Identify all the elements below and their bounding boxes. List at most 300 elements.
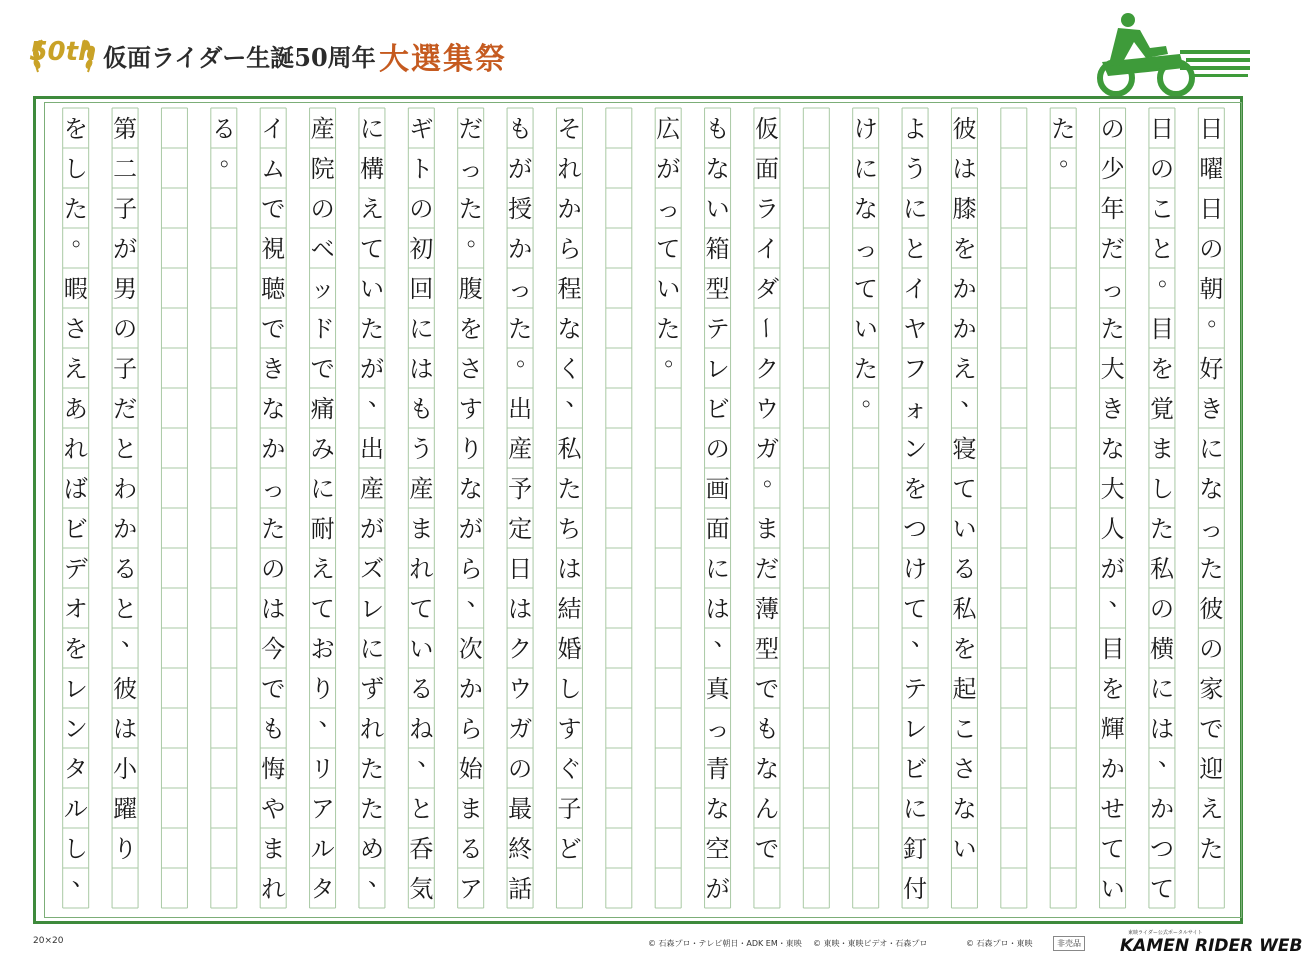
manuscript-char: 、 [318,703,343,731]
manuscript-char: ギ [409,115,434,143]
manuscript-char: を [1149,355,1174,383]
manuscript-char: で [261,315,286,343]
manuscript-char: で [754,675,779,703]
manuscript-char: 、 [1157,743,1182,771]
manuscript-char: た [1100,315,1125,343]
manuscript-char: タ [310,875,335,903]
manuscript-char: て [853,275,878,303]
manuscript-char: っ [458,155,483,183]
copyright-1: © 石森プロ・テレビ朝日・ADK EM・東映 [648,939,802,948]
manuscript-char: デ [63,555,88,583]
manuscript-char: ビ [705,395,730,423]
manuscript-char: 大 [1100,475,1125,503]
manuscript-char: い [705,195,730,223]
manuscript-char: ォ [903,395,928,423]
manuscript-char: 、 [713,623,738,651]
manuscript-char: て [656,235,681,263]
manuscript-char: の [1149,155,1174,183]
manuscript-char: を [903,475,928,503]
manuscript-char: レ [903,715,928,743]
manuscript-char: 初 [409,235,434,263]
manuscript-char: ム [261,155,286,183]
manuscript-char: き [1199,395,1224,423]
manuscript-char: い [952,515,977,543]
manuscript-char: テ [903,675,928,703]
manuscript-char: 。 [861,383,886,411]
manuscript-char: 釘 [903,835,928,863]
manuscript-char: 年 [1100,195,1125,223]
manuscript-char: 話 [508,875,533,903]
manuscript-char: と [113,595,138,623]
manuscript-char: 。 [1059,143,1084,171]
manuscript-char: る [409,675,434,703]
manuscript-char: 気 [409,875,434,903]
manuscript-char: り [310,675,335,703]
manuscript-char: ま [409,515,434,543]
manuscript-char: つ [903,515,928,543]
manuscript-char: 躍 [113,795,138,823]
manuscript-char: 子 [557,795,582,823]
manuscript-char: を [1100,675,1125,703]
manuscript-char: れ [359,715,384,743]
manuscript-char: ヤ [903,315,928,343]
manuscript-char: れ [557,155,582,183]
manuscript-char: が [656,155,681,183]
manuscript-char: い [656,275,681,303]
manuscript-char: み [310,435,335,463]
manuscript-char: 箱 [705,235,730,263]
manuscript-char: 青 [705,755,730,783]
manuscript-char: か [952,315,977,343]
manuscript-char: の [310,195,335,223]
site-logo-text: KAMEN RIDER [1120,936,1254,956]
manuscript-char: 、 [1108,583,1133,611]
copyright-2: © 東映・東映ビデオ・石森プロ [813,939,928,948]
manuscript-char: れ [63,435,88,463]
page-title: 仮面ライダー生誕50周年 [103,43,376,72]
manuscript-char: な [754,755,779,783]
manuscript-char: も [508,115,533,143]
manuscript-char: に [1199,435,1224,463]
manuscript-char: 、 [121,623,146,651]
manuscript-char: た [508,315,533,343]
manuscript-char: ぐ [557,755,582,783]
manuscript-char: あ [63,395,88,423]
manuscript-char: て [409,595,434,623]
manuscript-char: し [63,835,88,863]
manuscript-char: た [359,795,384,823]
manuscript-char: 日 [1149,115,1174,143]
manuscript-char: 。 [664,343,689,371]
manuscript-char: に [310,475,335,503]
manuscript-char: 型 [705,275,730,303]
manuscript-char: い [952,835,977,863]
manuscript-char: っ [508,275,533,303]
page-subtitle: 大選集祭 [379,42,507,77]
manuscript-char: し [1149,475,1174,503]
manuscript-char: か [113,515,138,543]
manuscript-char: で [754,835,779,863]
manuscript-char: れ [409,555,434,583]
manuscript-char: 好 [1199,355,1224,383]
manuscript-char: 私 [1149,555,1174,583]
manuscript-char: う [409,435,434,463]
manuscript-char: が [458,515,483,543]
manuscript-char: を [952,235,977,263]
manuscript-char: す [557,715,582,743]
manuscript-char: 家 [1199,675,1224,703]
manuscript-char: さ [952,755,977,783]
manuscript-char: か [557,195,582,223]
manuscript-char: は [705,595,730,623]
manuscript-char: た [1199,555,1224,583]
manuscript-char: は [508,595,533,623]
manuscript-char: 彼 [1199,595,1224,623]
manuscript-char: 産 [359,475,384,503]
manuscript-char: と [113,435,138,463]
manuscript-char: と [1149,235,1174,263]
manuscript-char: ま [1149,435,1174,463]
manuscript-char: な [458,475,483,503]
manuscript-char: 。 [516,343,541,371]
manuscript-char: 最 [508,795,533,823]
manuscript-char: 痛 [310,395,335,423]
manuscript-char: て [1149,875,1174,903]
manuscript-char: の [1100,115,1125,143]
manuscript-char: ン [903,435,928,463]
manuscript-char: し [63,155,88,183]
manuscript-char: っ [705,715,730,743]
manuscript-char: タ [63,755,88,783]
manuscript-char: 。 [1157,263,1182,291]
manuscript-char: 、 [367,383,392,411]
manuscript-char: イ [261,115,286,143]
manuscript-char: 聴 [261,275,286,303]
manuscript-char: た [1199,835,1224,863]
manuscript-char: 。 [71,223,96,251]
manuscript-char: き [261,355,286,383]
manuscript-char: 日 [508,555,533,583]
manuscript-char: せ [1100,795,1125,823]
manuscript-char: て [952,475,977,503]
badge-text: 50th [29,37,97,67]
manuscript-char: 悔 [261,755,286,783]
manuscript-char: っ [853,235,878,263]
manuscript-char: る [952,555,977,583]
manuscript-char: の [508,755,533,783]
manuscript-char: 膝 [952,195,977,223]
manuscript-char: 薄 [754,595,779,623]
manuscript-char: 、 [565,383,590,411]
manuscript-char: は [952,155,977,183]
manuscript-char: 次 [458,635,483,663]
manuscript-char: 今 [261,635,286,663]
manuscript-char: ド [310,315,335,343]
manuscript-char: す [458,395,483,423]
manuscript-char: な [1100,435,1125,463]
manuscript-char: わ [113,475,138,503]
manuscript-char: さ [458,355,483,383]
manuscript-char: か [508,235,533,263]
manuscript-char: 、 [911,623,936,651]
manuscript-char: に [359,115,384,143]
manuscript-char: ア [458,875,483,903]
manuscript-char: を [63,635,88,663]
manuscript-char: 輝 [1100,715,1125,743]
manuscript-char: ン [63,715,88,743]
manuscript-char: 腹 [458,275,483,303]
manuscript-char: ダ [754,275,779,303]
manuscript-char: は [409,355,434,383]
manuscript-char: や [261,795,286,823]
manuscript-char: 子 [113,195,138,223]
manuscript-char: で [1199,715,1224,743]
manuscript-char: か [1100,755,1125,783]
manuscript-char: 、 [71,863,96,891]
manuscript-char: ト [409,155,434,183]
manuscript-char: 授 [508,195,533,223]
manuscript-char: ま [754,515,779,543]
manuscript-char: に [409,315,434,343]
manuscript-char: に [903,795,928,823]
manuscript-char: 人 [1100,515,1125,543]
site-caption: 東映ライダー公式ポータルサイト [1128,930,1203,936]
manuscript-char: え [1199,795,1224,823]
manuscript-char: 曜 [1199,155,1224,183]
manuscript-char: 空 [705,835,730,863]
manuscript-char: 型 [754,635,779,663]
manuscript-char: 終 [508,835,533,863]
manuscript-char: 始 [458,755,483,783]
manuscript-char: た [359,315,384,343]
manuscript-char: ち [557,515,582,543]
manuscript-char: か [261,435,286,463]
manuscript-char: て [1100,835,1125,863]
manuscript-char: 院 [310,155,335,183]
manuscript-char: と [409,795,434,823]
manuscript-char: 大 [1100,355,1125,383]
manuscript-char: 目 [1100,635,1125,663]
manuscript-char: イ [903,275,928,303]
not-for-sale-badge: 非売品 [1053,936,1085,951]
manuscript-char: 日 [1199,115,1224,143]
manuscript-char: で [261,195,286,223]
manuscript-char: を [458,315,483,343]
manuscript-char: ラ [754,195,779,223]
manuscript-char: 広 [656,115,681,143]
manuscript-char: 結 [557,595,582,623]
manuscript-char: の [113,315,138,343]
manuscript-char: も [705,115,730,143]
manuscript-char: の [705,435,730,463]
manuscript-char: く [557,355,582,383]
manuscript-char: 子 [113,355,138,383]
manuscript-char: ま [458,795,483,823]
manuscript-char: ル [63,795,88,823]
manuscript-char: 視 [261,235,286,263]
manuscript-char: 。 [1207,303,1232,331]
manuscript-char: が [359,515,384,543]
manuscript-char: た [63,195,88,223]
manuscript-char: 。 [219,143,244,171]
manuscript-char: ガ [754,435,779,463]
manuscript-char: 耐 [310,515,335,543]
manuscript-char: だ [113,395,138,423]
manuscript-char: 私 [952,595,977,623]
manuscript-char: 出 [359,435,384,463]
manuscript-char: イ [754,235,779,263]
manuscript-char: い [409,635,434,663]
manuscript-char: た [261,515,286,543]
manuscript-char: な [952,795,977,823]
manuscript-char: た [853,355,878,383]
manuscript-char: ず [359,675,384,703]
manuscript-char: 。 [466,223,491,251]
manuscript-char: 仮 [754,115,779,143]
manuscript-char: 少 [1100,155,1125,183]
manuscript-char: い [359,275,384,303]
manuscript-char: レ [359,595,384,623]
manuscript-char: 婚 [557,635,582,663]
manuscript-char: き [1100,395,1125,423]
manuscript-char: つ [1149,835,1174,863]
manuscript-char: ビ [903,755,928,783]
manuscript-char: 、 [960,383,985,411]
manuscript-char: よ [903,115,928,143]
manuscript-char: 程 [557,275,582,303]
manuscript-char: め [359,835,384,863]
manuscript-char: 彼 [113,675,138,703]
manuscript-char: 起 [952,675,977,703]
manuscript-char: た [1051,115,1076,143]
manuscript-char: 画 [705,475,730,503]
manuscript-char: え [359,195,384,223]
manuscript-char: の [261,555,286,583]
manuscript-char: れ [261,875,286,903]
manuscript-char: ク [508,635,533,663]
manuscript-char: 朝 [1199,275,1224,303]
manuscript-char: り [113,835,138,863]
manuscript-char: だ [1100,235,1125,263]
manuscript-char: か [1149,795,1174,823]
manuscript-char: 予 [508,475,533,503]
manuscript-char: が [705,875,730,903]
manuscript-char: る [113,555,138,583]
manuscript-char: 付 [903,875,928,903]
manuscript-char: の [1199,635,1224,663]
manuscript-char: ル [310,835,335,863]
manuscript-char: 日 [1199,195,1224,223]
manuscript-char: で [310,355,335,383]
manuscript-char: ッ [310,275,335,303]
manuscript-char: ウ [508,675,533,703]
manuscript-char: レ [705,355,730,383]
manuscript-char: て [903,595,928,623]
manuscript-char: ベ [310,235,335,263]
manuscript-char: ら [458,715,483,743]
manuscript-char: は [557,555,582,583]
manuscript-char: ね [409,715,434,743]
manuscript-char: 第 [113,115,138,143]
manuscript-char: だ [458,115,483,143]
manuscript-char: に [853,155,878,183]
manuscript-char: か [952,275,977,303]
manuscript-char: え [310,555,335,583]
manuscript-char: 構 [359,155,384,183]
manuscript-char: 横 [1149,635,1174,663]
manuscript-char: た [1149,515,1174,543]
manuscript-char: が [359,355,384,383]
manuscript-char: な [705,795,730,823]
manuscript-char: は [261,595,286,623]
manuscript-char: 呑 [409,835,434,863]
manuscript-char: え [952,355,977,383]
manuscript-char: た [656,315,681,343]
manuscript-char: フ [903,355,928,383]
manuscript-char: 面 [705,515,730,543]
manuscript-char: に [903,195,928,223]
manuscript-char: ら [458,555,483,583]
manuscript-char: 産 [409,475,434,503]
manuscript-char: ば [63,475,88,503]
manuscript-char: こ [1149,195,1174,223]
manuscript-char: か [458,675,483,703]
manuscript-char: ク [754,355,779,383]
manuscript-char: に [359,635,384,663]
manuscript-char: け [903,555,928,583]
manuscript-char: て [310,595,335,623]
manuscript-char: た [557,475,582,503]
manuscript-char: な [705,155,730,183]
manuscript-char: だ [754,555,779,583]
manuscript-char: 定 [508,515,533,543]
manuscript-char: 彼 [952,115,977,143]
manuscript-char: い [853,315,878,343]
grid-size-label: 20×20 [33,936,64,946]
manuscript-char: 二 [113,155,138,183]
manuscript-char: ど [557,835,582,863]
manuscript-char: が [1100,555,1125,583]
manuscript-char: ガ [508,715,533,743]
manuscript-char: っ [1199,515,1224,543]
manuscript-char: リ [310,755,335,783]
manuscript-char: た [359,755,384,783]
kamen-rider-web-logo [1120,936,1303,956]
manuscript-char: て [359,235,384,263]
manuscript-char: そ [557,115,582,143]
manuscript-char: 出 [508,395,533,423]
manuscript-char: え [63,355,88,383]
manuscript-char: け [853,115,878,143]
manuscript-char: 迎 [1199,755,1224,783]
manuscript-char: な [853,195,878,223]
manuscript-char: ら [557,235,582,263]
manuscript-char: 、 [367,863,392,891]
manuscript-char: の [409,195,434,223]
manuscript-char: 男 [113,275,138,303]
manuscript-char: 小 [113,755,138,783]
manuscript-char: レ [63,675,88,703]
manuscript-char: さ [63,315,88,343]
manuscript-char: る [458,835,483,863]
manuscript-char: 私 [557,435,582,463]
manuscript-char: が [508,155,533,183]
manuscript-char: ー [751,316,780,340]
manuscript-char: 面 [754,155,779,183]
manuscript-char: ビ [63,515,88,543]
manuscript-char: オ [63,595,88,623]
manuscript-char: な [557,315,582,343]
